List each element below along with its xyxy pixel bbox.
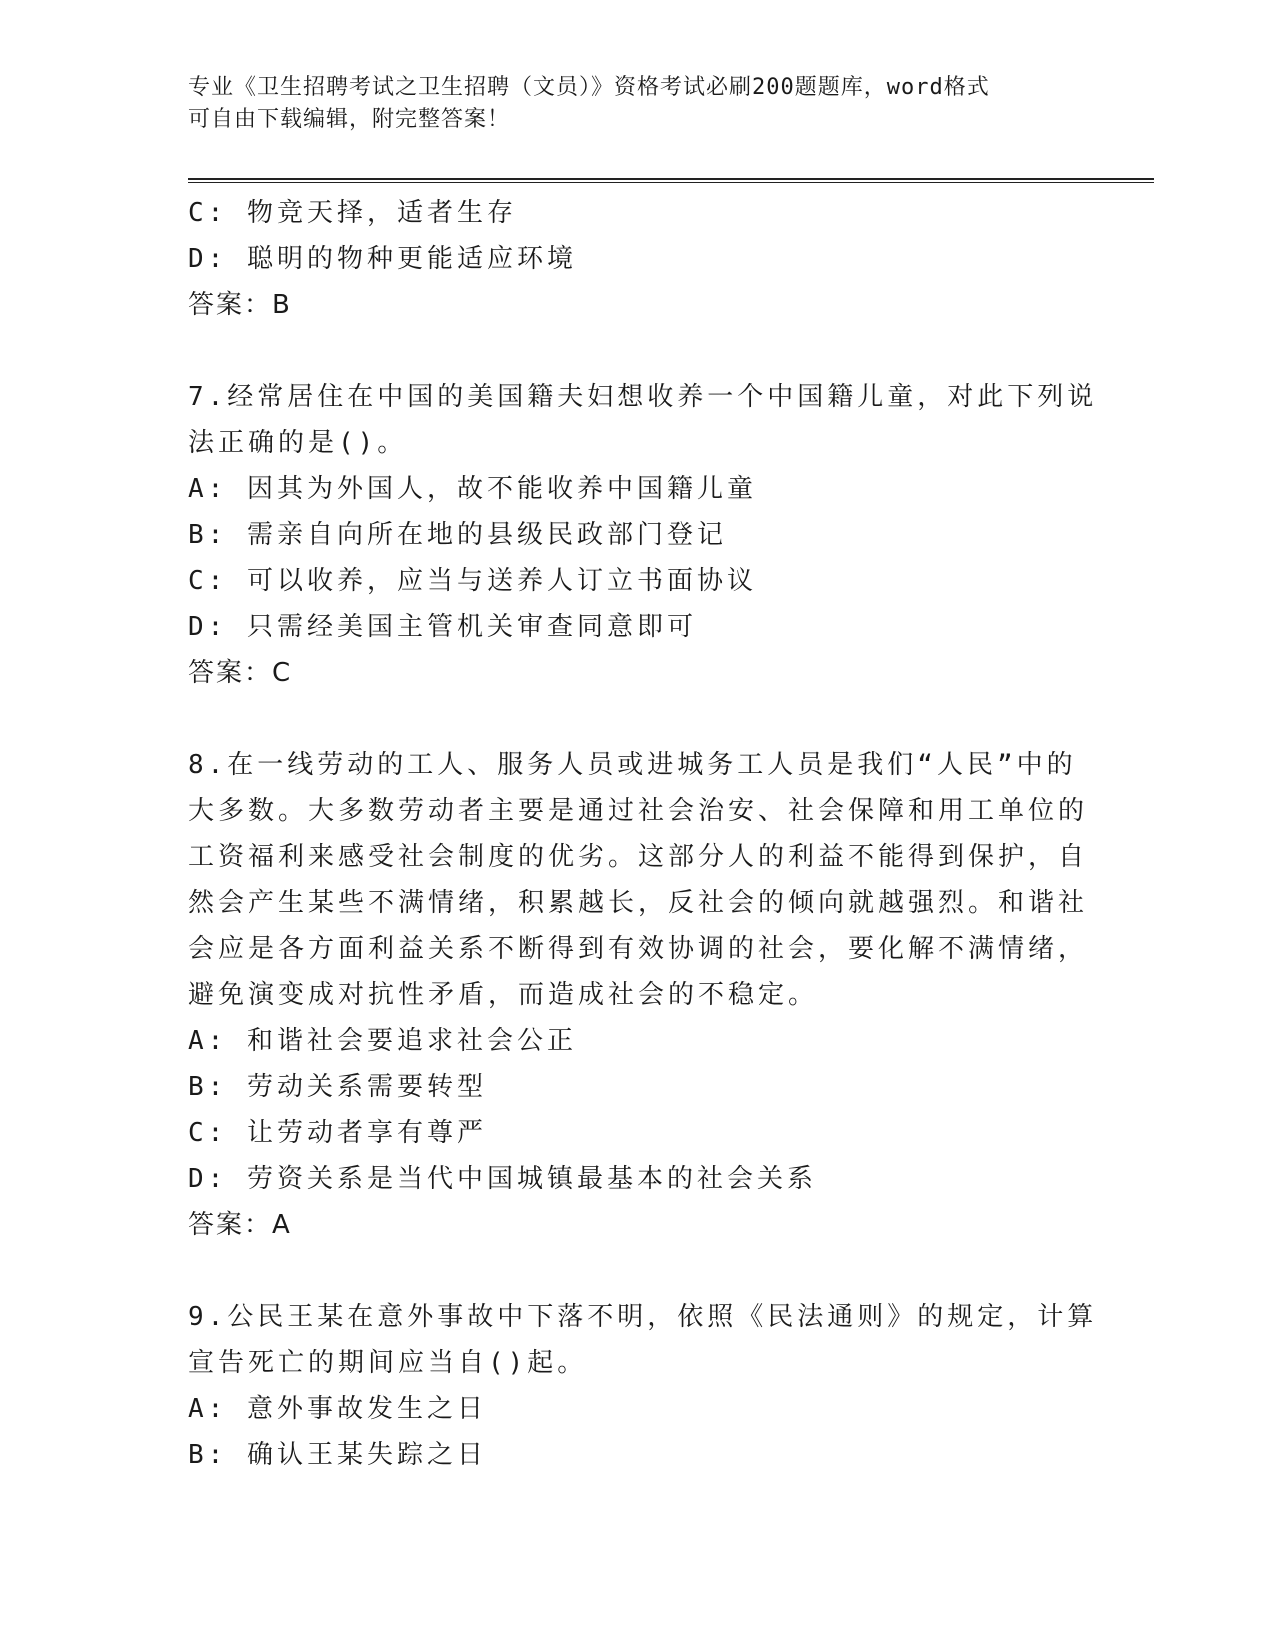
question-9 bbox=[188, 1294, 1098, 1478]
spacer bbox=[188, 696, 1068, 742]
question-stem: 工资福利来感受社会制度的优劣。这部分人的利益不能得到保护，自 bbox=[188, 842, 1089, 872]
header-line-2: 可自由下载编辑，附完整答案！ bbox=[188, 107, 511, 132]
option-d: D: 聪明的物种更能适应环境 bbox=[188, 244, 577, 274]
spacer bbox=[188, 328, 1068, 374]
option-a: A: 和谐社会要追求社会公正 bbox=[188, 1026, 577, 1056]
question-stem: 7.经常居住在中国的美国籍夫妇想收养一个中国籍儿童，对此下列说 bbox=[188, 382, 1098, 412]
option-b: B: 确认王某失踪之日 bbox=[188, 1440, 487, 1470]
question-stem: 法正确的是()。 bbox=[188, 428, 408, 458]
question-stem: 然会产生某些不满情绪，积累越长，反社会的倾向就越强烈。和谐社 bbox=[188, 888, 1089, 918]
answer: 答案：A bbox=[188, 1210, 292, 1240]
document-header bbox=[188, 72, 1068, 136]
question-stem: 9.公民王某在意外事故中下落不明，依照《民法通则》的规定，计算 bbox=[188, 1302, 1098, 1332]
question-8 bbox=[188, 742, 1089, 1248]
question-6-tail bbox=[188, 190, 1068, 328]
option-c: C: 物竞天择，适者生存 bbox=[188, 198, 517, 228]
header-rule bbox=[188, 178, 1154, 183]
header-line-1: 专业《卫生招聘考试之卫生招聘（文员）》资格考试必刷200题题库，word格式 bbox=[188, 75, 990, 100]
question-stem: 避免演变成对抗性矛盾，而造成社会的不稳定。 bbox=[188, 980, 819, 1010]
answer: 答案：B bbox=[188, 290, 292, 320]
option-b: B: 需亲自向所在地的县级民政部门登记 bbox=[188, 520, 727, 550]
spacer bbox=[188, 1248, 1068, 1294]
answer: 答案：C bbox=[188, 658, 293, 688]
option-d: D: 劳资关系是当代中国城镇最基本的社会关系 bbox=[188, 1164, 817, 1194]
question-stem: 会应是各方面利益关系不断得到有效协调的社会，要化解不满情绪， bbox=[188, 934, 1089, 964]
question-stem: 8.在一线劳动的工人、服务人员或进城务工人员是我们“人民”中的 bbox=[188, 750, 1077, 780]
option-a: A: 因其为外国人，故不能收养中国籍儿童 bbox=[188, 474, 757, 504]
option-c: C: 让劳动者享有尊严 bbox=[188, 1118, 487, 1148]
question-stem: 大多数。大多数劳动者主要是通过社会治安、社会保障和用工单位的 bbox=[188, 796, 1089, 826]
question-stem: 宣告死亡的期间应当自()起。 bbox=[188, 1348, 588, 1378]
option-a: A: 意外事故发生之日 bbox=[188, 1394, 487, 1424]
option-d: D: 只需经美国主管机关审查同意即可 bbox=[188, 612, 697, 642]
option-c: C: 可以收养，应当与送养人订立书面协议 bbox=[188, 566, 757, 596]
question-list bbox=[188, 190, 1098, 1478]
option-b: B: 劳动关系需要转型 bbox=[188, 1072, 487, 1102]
question-7 bbox=[188, 374, 1098, 696]
